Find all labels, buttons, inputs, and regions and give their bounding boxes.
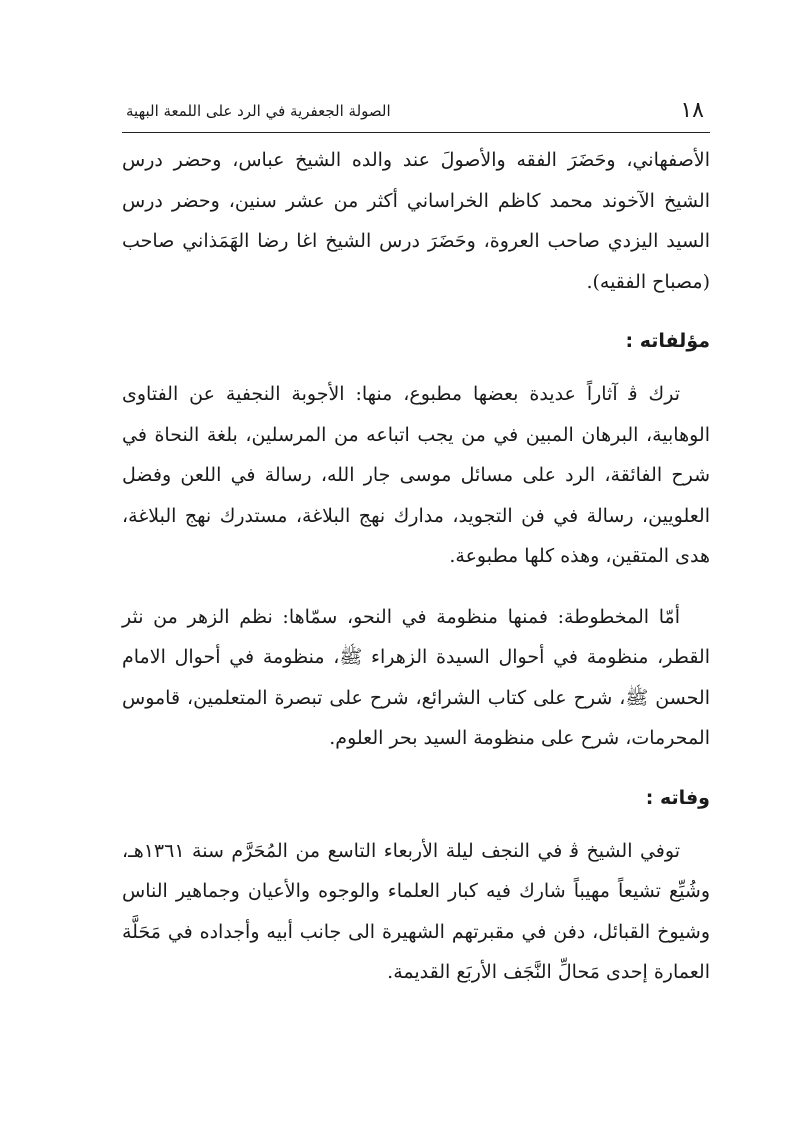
paragraph-death: توفي الشيخ ﭬ في النجف ليلة الأربعاء التاسع من المُحَرَّم سنة ١٣٦١هـ، وشُيِّع تشيعاً مهيباً شارك فيه كبار العلماء والوجوه والأعيان وجماهير الناس وشيوخ القبائل، دفن في مقبرتهم الشهيرة الى جانب أبيه وأجداده في مَحَلَّة العمارة إحدى مَحالِّ النَّجَف الأربَع القديمة. — [122, 839, 710, 983]
page-number: ١٨ — [680, 98, 704, 123]
heading-works: مؤلفاته : — [625, 330, 710, 352]
heading-death: وفاته : — [645, 786, 710, 809]
paragraph-works-printed: ترك ﭬ آثاراً عديدة بعضها مطبوع، منها: الأجوبة النجفية عن الفتاوى الوهابية، البرهان المبين في من يجب اتباعه من المرسلين، بلغة النحاة في شرح الفائقة، الرد على مسائل موسى جار الله، رسالة في اللعن وفضل العلويين، رسالة في فن التجويد، مدارك نهج البلاغة، مستدرك نهج البلاغة، هدى المتقين، وهذه كلها مطبوعة. — [122, 383, 710, 567]
page-header — [122, 92, 710, 133]
running-title: الصولة الجعفرية في الرد على اللمعة البهية — [126, 102, 391, 120]
paragraph-intro: الأصفهاني، وحَضَرَ الفقه والأصولَ عند والده الشيخ عباس، وحضر درس الشيخ الآخوند محمد كاظم الخراساني أكثر من عشر سنين، وحضر درس السيد اليزدي صاحب العروة، وحَضَرَ درس الشيخ اغا رضا الهَمَذاني صاحب (مصباح الفقيه). — [122, 149, 710, 293]
page-body — [122, 140, 710, 1013]
paragraph-works-manuscripts: أمّا المخطوطة: فمنها منظومة في النحو، سمّاها: نظم الزهر من نثر القطر، منظومة في أحوال السيدة الزهراء ﷺ، منظومة في أحوال الامام الحسن ﷺ، شرح على كتاب الشرائع، شرح على تبصرة المتعلمين، قاموس المحرمات، شرح على منظومة السيد بحر العلوم. — [122, 605, 710, 749]
